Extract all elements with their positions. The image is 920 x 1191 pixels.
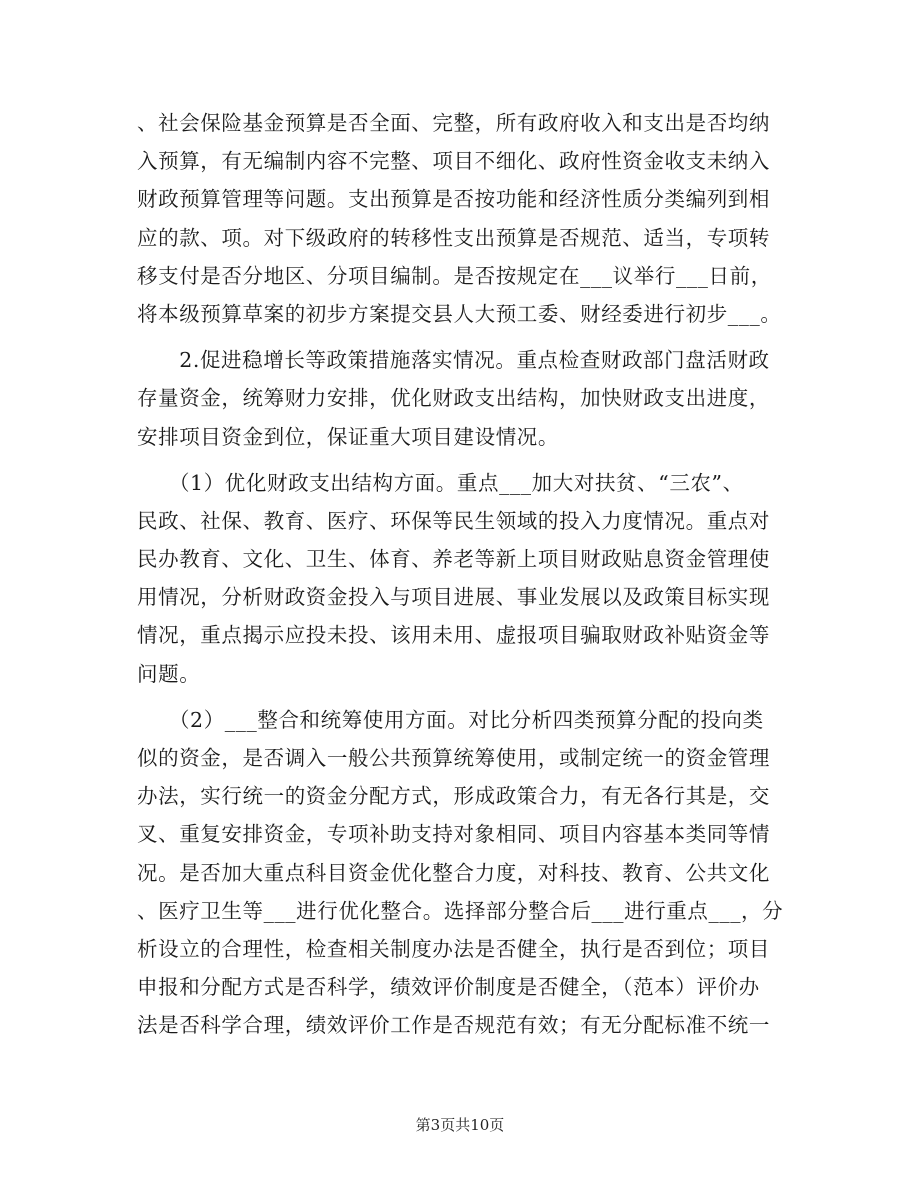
paragraph-gap	[137, 333, 787, 341]
text-line: 安排项目资金到位，保证重大项目建设情况。	[137, 424, 559, 449]
text-line: 民政、社保、教育、医疗、环保等民生领域的投入力度情况。重点对	[137, 508, 770, 533]
page-footer: 第3页共10页	[415, 1116, 505, 1134]
paragraph	[137, 341, 787, 456]
text-line: 办法，实行统一的资金分配方式，形成政策合力，有无各行其是，交	[137, 784, 770, 809]
paragraph-gap	[137, 456, 787, 464]
text-line: 申报和分配方式是否科学，绩效评价制度是否健全，（范本）评价办	[137, 975, 760, 1000]
paragraph	[137, 104, 787, 333]
text-line: 将本级预算草案的初步方案提交县人大预工委、财经委进行初步___。	[137, 301, 782, 326]
text-line: （2）___整合和统筹使用方面。对比分析四类预算分配的投向类	[137, 707, 764, 732]
text-line: 入预算，有无编制内容不完整、项目不细化、政府性资金收支未纳入	[137, 149, 770, 174]
paragraph-gap	[137, 693, 787, 701]
text-line: 财政预算管理等问题。支出预算是否按功能和经济性质分类编列到相	[137, 187, 770, 212]
text-line: 用情况，分析财政资金投入与项目进展、事业发展以及政策目标实现	[137, 585, 770, 610]
text-line: 应的款、项。对下级政府的转移性支出预算是否规范、适当，专项转	[137, 225, 770, 250]
text-line: 2.促进稳增长等政策措施落实情况。重点检查财政部门盘活财政	[137, 348, 770, 373]
text-line: 民办教育、文化、卫生、体育、养老等新上项目财政贴息资金管理使	[137, 547, 770, 572]
paragraph	[137, 464, 787, 693]
text-line: 法是否科学合理，绩效评价工作是否规范有效；有无分配标准不统一	[137, 1013, 770, 1038]
text-line: 析设立的合理性，检查相关制度办法是否健全，执行是否到位；项目	[137, 936, 770, 961]
text-line: 存量资金，统筹财力安排，优化财政支出结构，加快财政支出进度，	[137, 386, 770, 411]
text-line: 叉、重复安排资金，专项补助支持对象相同、项目内容基本类同等情	[137, 822, 770, 847]
text-line: 情况，重点揭示应投未投、该用未用、虚报项目骗取财政补贴资金等	[137, 623, 770, 648]
text-line: 似的资金，是否调入一般公共预算统筹使用，或制定统一的资金管理	[137, 746, 770, 770]
text-line: 问题。	[137, 661, 201, 686]
text-line: 移支付是否分地区、分项目编制。是否按规定在___议举行___日前，	[137, 263, 772, 288]
text-line: 、医疗卫生等___进行优化整合。选择部分整合后___进行重点___，分	[137, 898, 784, 923]
paragraph	[137, 701, 787, 1045]
document-body	[137, 104, 787, 1045]
text-line: （1）优化财政支出结构方面。重点___加大对扶贫、“三农”、	[137, 470, 744, 495]
text-line: 况。是否加大重点科目资金优化整合力度，对科技、教育、公共文化	[137, 860, 770, 885]
text-line: 、社会保险基金预算是否全面、完整，所有政府收入和支出是否均纳	[137, 111, 770, 135]
